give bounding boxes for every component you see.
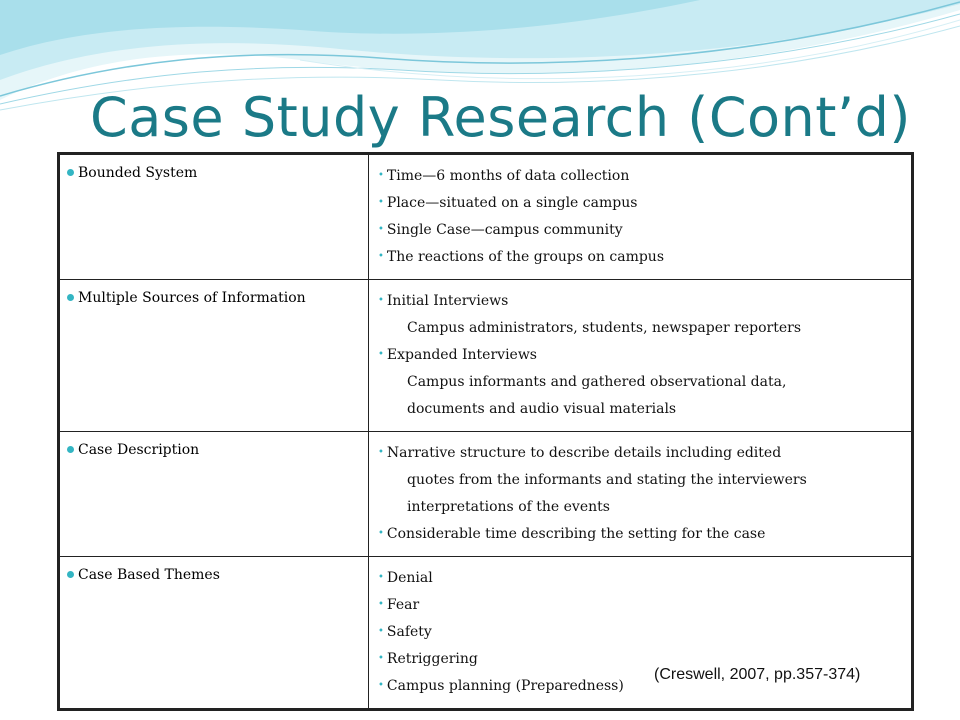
- detail-line: • The reactions of the groups on campus: [378, 249, 665, 265]
- detail-line: • Retriggering: [378, 651, 478, 667]
- bullet-icon: [67, 169, 74, 176]
- detail-line: • Safety: [378, 624, 432, 640]
- row-label-cell: [59, 154, 369, 280]
- table-row: [59, 432, 913, 557]
- detail-line: interpretations of the events: [407, 499, 610, 515]
- bullet-icon: •: [378, 447, 384, 458]
- bullet-icon: [67, 446, 74, 453]
- bullet-icon: •: [378, 626, 384, 637]
- row-label: Case Based Themes: [78, 567, 220, 583]
- detail-line: • Expanded Interviews: [378, 347, 537, 363]
- row-label: Multiple Sources of Information: [78, 290, 306, 306]
- row-label: Case Description: [78, 442, 200, 458]
- row-detail-cell: [369, 280, 913, 432]
- row-label-cell: [59, 280, 369, 432]
- row-detail-cell: [369, 432, 913, 557]
- row-label-cell: [59, 432, 369, 557]
- detail-line: • Narrative structure to describe details including edited: [378, 445, 782, 461]
- case-study-table: [57, 152, 914, 711]
- detail-line: documents and audio visual materials: [407, 401, 677, 417]
- bullet-icon: •: [378, 680, 384, 691]
- detail-line: • Place—situated on a single campus: [378, 195, 638, 211]
- detail-line: Campus administrators, students, newspaper reporters: [407, 320, 802, 336]
- row-label-cell: [59, 557, 369, 710]
- detail-line: • Denial: [378, 570, 433, 586]
- bullet-icon: [67, 294, 74, 301]
- detail-line: • Considerable time describing the setting for the case: [378, 526, 766, 542]
- bullet-icon: •: [378, 197, 384, 208]
- bullet-icon: •: [378, 295, 384, 306]
- bullet-icon: •: [378, 224, 384, 235]
- bullet-icon: •: [378, 251, 384, 262]
- row-label: Bounded System: [78, 165, 198, 181]
- table-row: [59, 154, 913, 280]
- detail-line: • Time—6 months of data collection: [378, 168, 630, 184]
- citation: (Creswell, 2007, pp.357-374): [654, 666, 861, 683]
- bullet-icon: •: [378, 572, 384, 583]
- bullet-icon: [67, 571, 74, 578]
- table-row: [59, 280, 913, 432]
- bullet-icon: •: [378, 349, 384, 360]
- detail-line: • Campus planning (Preparedness): [378, 678, 624, 694]
- table-row: [59, 557, 913, 710]
- bullet-icon: •: [378, 528, 384, 539]
- detail-line: Campus informants and gathered observational data,: [407, 374, 787, 390]
- bullet-icon: •: [378, 653, 384, 664]
- row-detail-cell: [369, 154, 913, 280]
- detail-line: • Initial Interviews: [378, 293, 509, 309]
- detail-line: • Single Case—campus community: [378, 222, 623, 238]
- bullet-icon: •: [378, 599, 384, 610]
- page-title: Case Study Research (Cont’d): [90, 86, 911, 149]
- detail-line: • Fear: [378, 597, 420, 613]
- row-detail-cell: [369, 557, 913, 710]
- detail-line: quotes from the informants and stating the interviewers: [407, 472, 807, 488]
- bullet-icon: •: [378, 170, 384, 181]
